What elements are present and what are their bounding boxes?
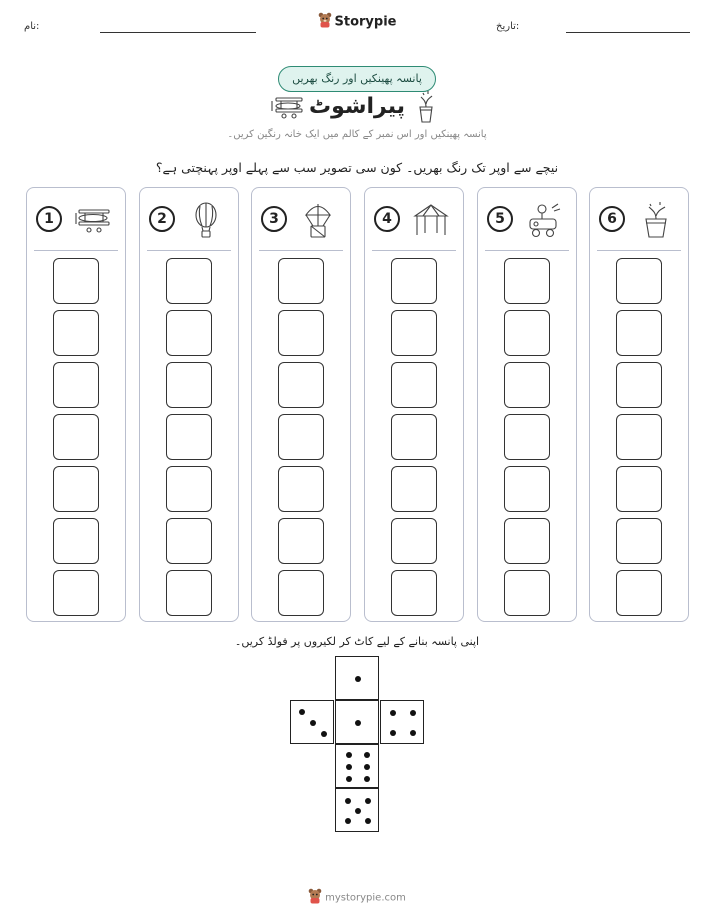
color-cell[interactable]	[278, 414, 324, 460]
dice-pip	[365, 818, 371, 824]
color-cell[interactable]	[166, 414, 212, 460]
color-cell[interactable]	[616, 414, 662, 460]
color-cell[interactable]	[278, 466, 324, 512]
dice-pip	[355, 720, 361, 726]
bear-logo-icon	[318, 12, 332, 32]
dice-pip	[345, 818, 351, 824]
race-column-1	[26, 187, 126, 622]
color-cell[interactable]	[53, 466, 99, 512]
dice-pip	[364, 776, 370, 782]
color-cell[interactable]	[504, 466, 550, 512]
race-column-4	[364, 187, 464, 622]
color-cell[interactable]	[616, 310, 662, 356]
sprouting-pot-icon	[636, 202, 676, 238]
dice-pip	[346, 752, 352, 758]
dice-pip	[355, 676, 361, 682]
color-cell[interactable]	[616, 518, 662, 564]
column-number: 6	[599, 206, 625, 232]
dice-pip	[345, 798, 351, 804]
column-number: 3	[261, 206, 287, 232]
race-column-6	[589, 187, 689, 622]
date-label: تاریخ:	[496, 21, 520, 32]
color-cell[interactable]	[166, 310, 212, 356]
color-cell[interactable]	[391, 310, 437, 356]
dice-face-5	[335, 788, 379, 832]
brand-name: Storypie	[334, 14, 397, 30]
dice-pip	[310, 720, 316, 726]
color-cell[interactable]	[391, 518, 437, 564]
color-cell[interactable]	[53, 258, 99, 304]
dice-pip	[364, 752, 370, 758]
color-cell[interactable]	[504, 570, 550, 616]
color-cell[interactable]	[391, 414, 437, 460]
dice-pip	[355, 808, 361, 814]
dice-face-1	[335, 656, 379, 700]
pot-title-icon	[415, 90, 437, 124]
dice-pip	[410, 710, 416, 716]
color-cell[interactable]	[166, 258, 212, 304]
color-cell[interactable]	[53, 362, 99, 408]
color-cell[interactable]	[391, 570, 437, 616]
color-cell[interactable]	[504, 414, 550, 460]
column-divider	[147, 250, 231, 251]
color-cell[interactable]	[166, 518, 212, 564]
color-cell[interactable]	[53, 310, 99, 356]
dice-face-3	[290, 700, 334, 744]
dice-pip	[299, 709, 305, 715]
dice-net	[290, 656, 424, 836]
dice-pip	[321, 731, 327, 737]
column-divider	[597, 250, 681, 251]
color-cell[interactable]	[53, 570, 99, 616]
name-label: نام:	[24, 21, 40, 32]
color-cell[interactable]	[504, 362, 550, 408]
brand-logo	[0, 12, 714, 32]
column-number: 5	[487, 206, 513, 232]
dice-pip	[410, 730, 416, 736]
column-divider	[485, 250, 569, 251]
color-cell[interactable]	[166, 570, 212, 616]
bear-footer-icon	[308, 888, 322, 907]
color-cell[interactable]	[616, 570, 662, 616]
dice-pip	[365, 798, 371, 804]
race-column-3	[251, 187, 351, 622]
color-cell[interactable]	[504, 310, 550, 356]
biplane-icon	[73, 202, 113, 238]
subtitle: پانسہ پھینکیں اور اس نمبر کے کالم میں ایک خانہ رنگین کریں۔	[227, 129, 487, 140]
color-cell[interactable]	[616, 466, 662, 512]
footer	[0, 888, 714, 907]
robot-rover-icon	[524, 202, 564, 238]
color-cell[interactable]	[166, 362, 212, 408]
dice-face-1	[335, 700, 379, 744]
column-number: 1	[36, 206, 62, 232]
color-cell[interactable]	[504, 518, 550, 564]
name-line[interactable]	[100, 32, 256, 33]
color-cell[interactable]	[616, 362, 662, 408]
color-cell[interactable]	[53, 518, 99, 564]
page-title: پیراشوٹ	[308, 94, 405, 119]
dice-pip	[364, 764, 370, 770]
date-line[interactable]	[566, 32, 690, 33]
hot-air-balloon-icon	[186, 202, 226, 238]
color-cell[interactable]	[278, 518, 324, 564]
color-cell[interactable]	[278, 310, 324, 356]
dice-pip	[390, 710, 396, 716]
instruction-text: نیچے سے اوپر تک رنگ بھریں۔ کون سی تصویر سب سے پہلے اوپر پہنچتی ہے؟	[155, 160, 559, 175]
race-column-2	[139, 187, 239, 622]
dice-pip	[346, 764, 352, 770]
color-cell[interactable]	[616, 258, 662, 304]
footer-site[interactable]: mystorypie.com	[325, 892, 406, 904]
color-cell[interactable]	[391, 258, 437, 304]
color-cell[interactable]	[391, 466, 437, 512]
color-cell[interactable]	[166, 466, 212, 512]
color-cell[interactable]	[278, 570, 324, 616]
activity-tag: پانسہ پھینکیں اور رنگ بھریں	[278, 66, 436, 92]
color-cell[interactable]	[278, 258, 324, 304]
column-divider	[34, 250, 118, 251]
dice-face-4	[380, 700, 424, 744]
parachute-crate-icon	[298, 202, 338, 238]
column-divider	[372, 250, 456, 251]
race-column-5	[477, 187, 577, 622]
color-cell[interactable]	[391, 362, 437, 408]
dice-pip	[390, 730, 396, 736]
column-number: 2	[149, 206, 175, 232]
dice-face-6	[335, 744, 379, 788]
column-divider	[259, 250, 343, 251]
column-number: 4	[374, 206, 400, 232]
canopy-tent-icon	[411, 202, 451, 238]
dice-instruction: اپنی پانسہ بنانے کے لیے کاٹ کر لکیروں پر فولڈ کریں۔	[234, 635, 480, 648]
color-cell[interactable]	[278, 362, 324, 408]
color-cell[interactable]	[504, 258, 550, 304]
color-cell[interactable]	[53, 414, 99, 460]
dice-pip	[346, 776, 352, 782]
